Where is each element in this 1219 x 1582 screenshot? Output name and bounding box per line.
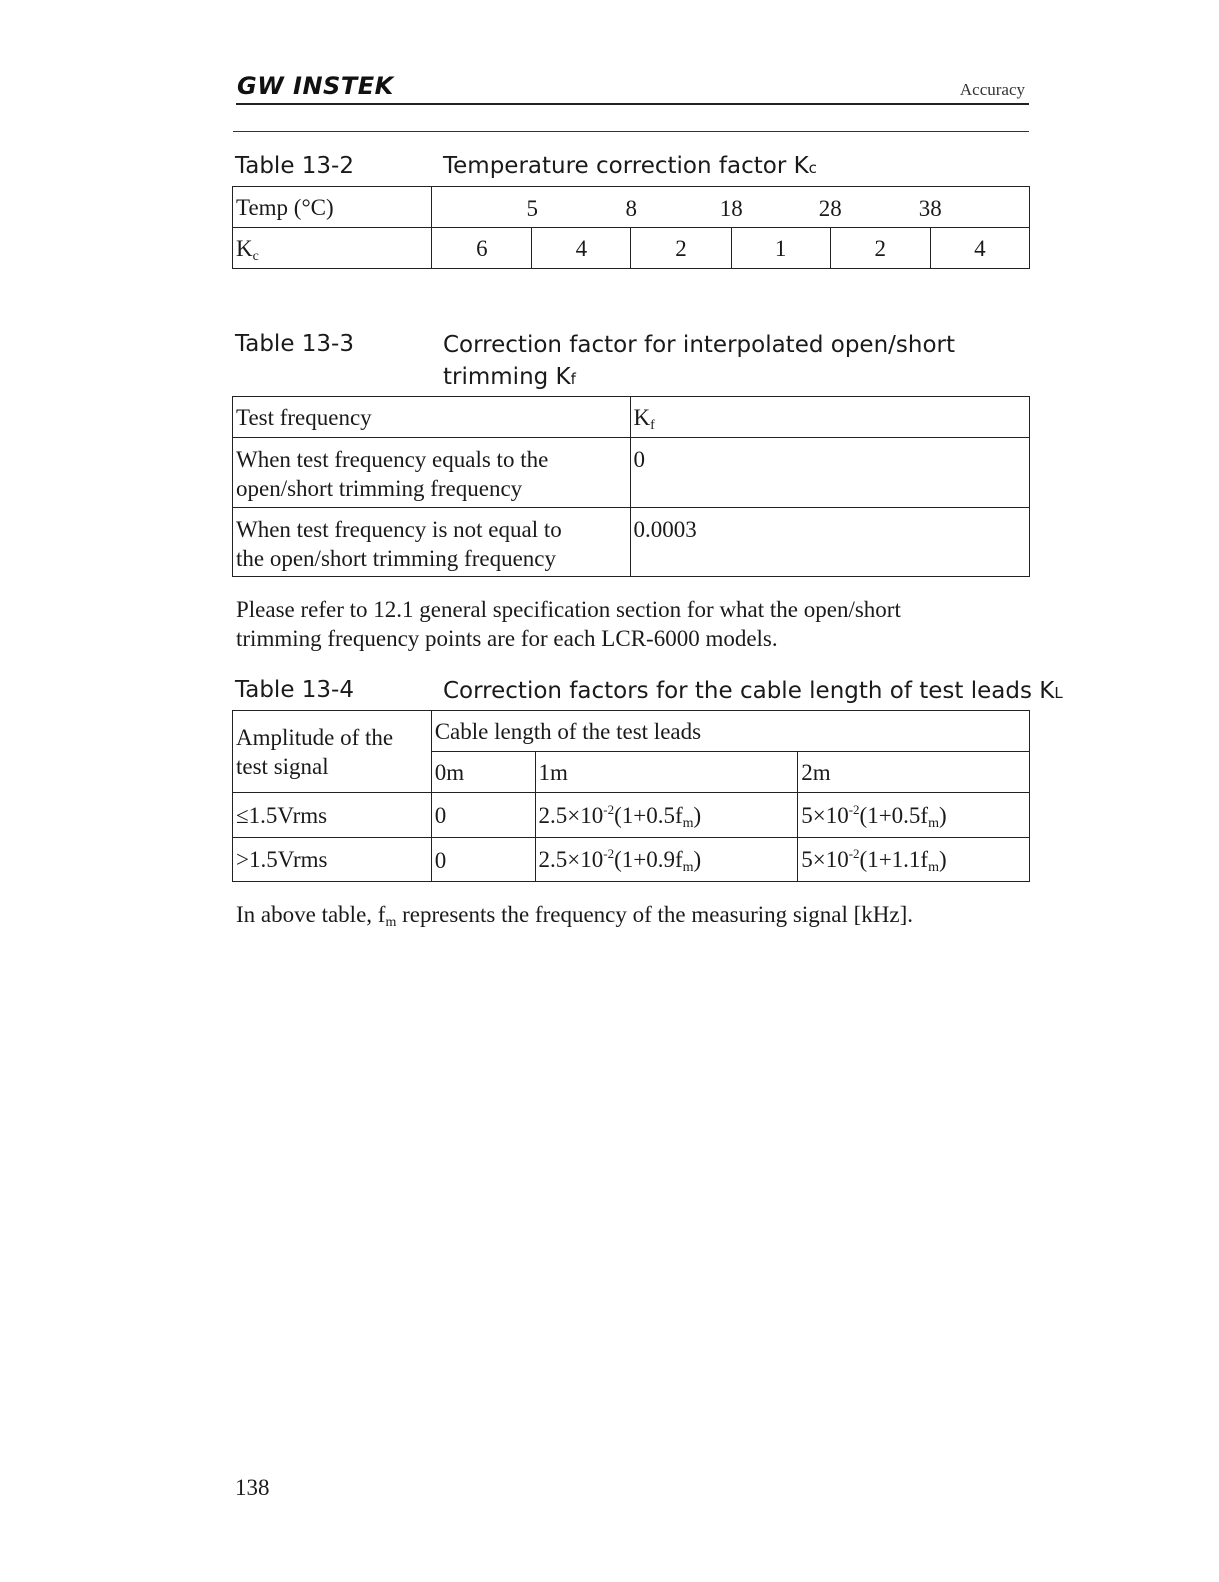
table-13-4-title: Correction factors for the cable length of test leads KL	[443, 678, 1063, 704]
kc-label: $K_c$	[233, 228, 432, 269]
factor-value: $5\times 10^{-2}(1+0.5f_m)$	[798, 793, 1030, 838]
table-13-3-title: Correction factor for interpolated open/short trimming Kf	[443, 332, 956, 390]
kc-value: 1	[731, 228, 830, 269]
amplitude-value: >1.5Vrms	[233, 838, 432, 882]
interpolation-correction-table	[232, 396, 1030, 577]
table-13-3-number: Table 13-3	[235, 331, 354, 357]
page-number: 138	[235, 1475, 270, 1500]
table-row	[233, 438, 1030, 508]
factor-value: 0	[431, 793, 535, 838]
brand-logo: GW INSTEK	[237, 72, 394, 100]
section-title: Accuracy	[959, 80, 1025, 99]
temp-value: 8	[625, 196, 637, 221]
table-row	[233, 187, 1030, 228]
table-row	[233, 838, 1030, 882]
temp-values-cell	[432, 187, 1030, 228]
amplitude-value: ≤1.5Vrms	[233, 793, 432, 838]
length-header: 1m	[535, 752, 798, 793]
temp-value: 5	[526, 196, 538, 221]
cable-length-correction-table	[232, 710, 1030, 882]
factor-value: $2.5\times 10^{-2}(1+0.9f_m)$	[535, 838, 798, 882]
table-13-4-number: Table 13-4	[235, 677, 354, 703]
table-row	[233, 397, 1030, 438]
kf-value: 0.0003	[630, 508, 1029, 577]
factor-value: $5\times 10^{-2}(1+1.1f_m)$	[798, 838, 1030, 882]
kf-value: 0	[630, 438, 1029, 508]
table-13-2-number: Table 13-2	[235, 153, 354, 179]
table-row	[233, 711, 1030, 752]
header-rule	[236, 103, 1029, 105]
column-header: $K_f$	[630, 397, 1029, 438]
table-13-2-title: Temperature correction factor Kc	[443, 153, 817, 179]
temp-value: 18	[719, 196, 743, 221]
kc-value: 2	[631, 228, 731, 269]
temp-value: 28	[818, 196, 842, 221]
column-header: Test frequency	[233, 397, 631, 438]
note-paragraph: Please refer to 12.1 general specification section for what the open/short trimming frequency points are for each LCR-6000 models.	[236, 597, 901, 651]
table-row	[233, 793, 1030, 838]
table-row	[233, 508, 1030, 577]
factor-value: 0	[431, 838, 535, 882]
frequency-condition: When test frequency equals to the open/short trimming frequency	[233, 438, 631, 508]
temp-value: 38	[918, 196, 942, 221]
kc-value: 4	[930, 228, 1029, 269]
frequency-condition: When test frequency is not equal to the open/short trimming frequency	[233, 508, 631, 577]
length-header: 2m	[798, 752, 1030, 793]
kc-value: 4	[532, 228, 631, 269]
temp-label: Temp (°C)	[233, 187, 432, 228]
cable-length-header: Cable length of the test leads	[431, 711, 1029, 752]
header-rule-thin	[233, 131, 1029, 132]
note-paragraph: In above table, $f_m$ represents the frequency of the measuring signal [kHz].	[236, 902, 913, 930]
table-row	[233, 228, 1030, 269]
kc-value: 6	[432, 228, 532, 269]
factor-value: $2.5\times 10^{-2}(1+0.5f_m)$	[535, 793, 798, 838]
temperature-correction-table	[232, 186, 1030, 269]
length-header: 0m	[431, 752, 535, 793]
amplitude-header: Amplitude of the test signal	[233, 711, 432, 793]
kc-value: 2	[830, 228, 930, 269]
